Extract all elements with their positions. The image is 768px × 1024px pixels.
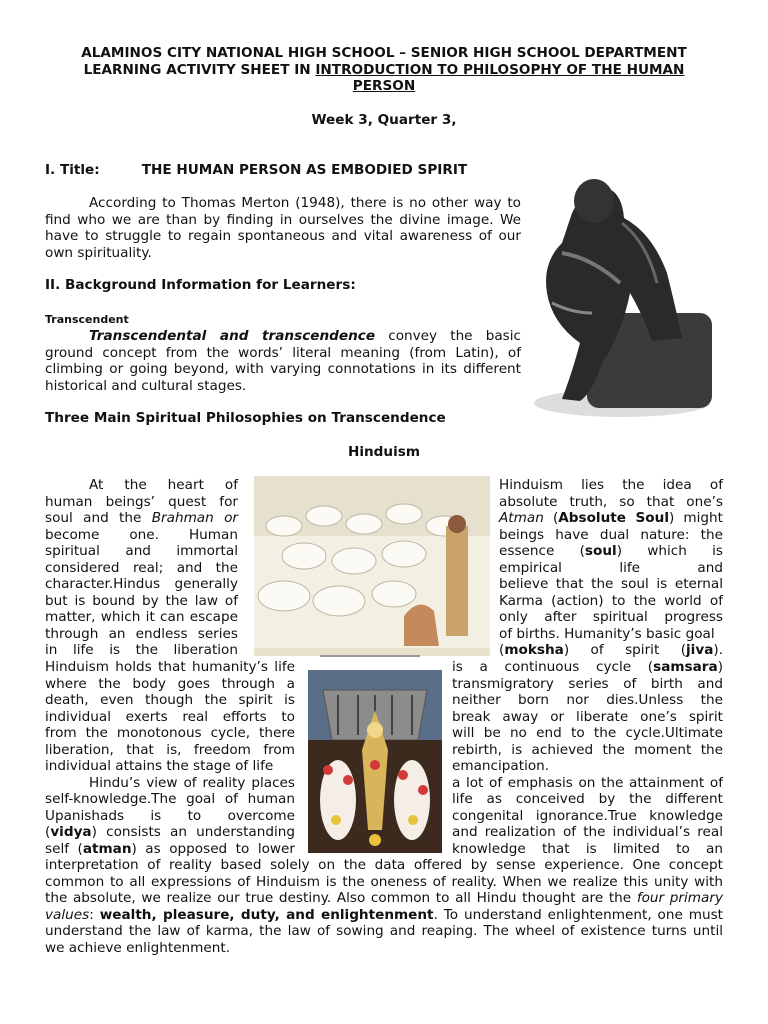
transcendence-term: Transcendental and transcendence: [89, 328, 376, 344]
left-column-upper: At the heart of human beings’ quest for soul and the Brahman or become one. Human spiritual and immortal considered real; and the character.Hindus generally but is bound by the law of matter, which it can escape through an endless series in life is the liberation: [45, 477, 238, 658]
background-heading: II. Background Information for Learners:: [45, 277, 356, 293]
section-title-row: [45, 162, 467, 178]
sage-with-cows-illustration: [254, 476, 490, 656]
school-name: ALAMINOS CITY NATIONAL HIGH SCHOOL – SENIOR HIGH SCHOOL DEPARTMENT: [81, 45, 687, 61]
right-column-upper: Hinduism lies the idea of absolute truth, so that one’s Atman (Absolute Soul) might beings have dual nature: the essence (soul) which is empirical life and believe that the soul is eternal Karma (action) to the world of only after spiritual progress of births. Humanity’s basic goal (moksha) of spirit (jiva).: [499, 477, 724, 658]
philosophies-heading: Three Main Spiritual Philosophies on Transcendence: [45, 410, 446, 426]
hindu-deity-image: [308, 670, 442, 853]
week-quarter: Week 3, Quarter 3,: [311, 112, 457, 128]
school-header: [40, 45, 728, 95]
left-column-lower: Hinduism holds that humanity’s life where the body goes through a death, even though the spirit is individual exerts real efforts to from the monotonous cycle, there liberation, that is, freedom from individual attains the stage of life Hindu’s view of reality places self-knowledge.The goal of human Upanishads is to overcome (vidya) consists an understanding self (atman) as opposed to lower: [45, 659, 295, 857]
activity-sheet-subject-end: PERSON: [352, 78, 416, 94]
activity-sheet-title: LEARNING ACTIVITY SHEET IN INTRODUCTION TO PHILOSOPHY OF THE HUMAN: [83, 61, 685, 78]
thinker-statue-image: [532, 163, 712, 418]
closing-paragraph: interpretation of reality based solely on the data offered by sense experience. One concept common to all expressions of Hinduism is the oneness of reality. When we realize this unity with the absolute, we realize our true destiny. Also common to all Hindu thought are the four primary values: wealth, pleasure, duty, and enlightenment. To understand enlightenment, one must understand the law of karma, the law of sowing and reaping. The wheel of existence turns until we achieve enlightenment.: [45, 857, 723, 956]
section-number: I. Title:: [45, 162, 100, 178]
right-column-lower: is a continuous cycle (samsara) transmigratory series of birth and neither born nor dies.Unless the break away or liberate one’s spirit will be no end to the cycle.Ultimate rebirth, is achieved the moment the emancipation. a lot of emphasis on the attainment of life as conceived by the different congenital ignorance.True knowledge and realization of the individual’s real knowledge that is limited to an: [452, 659, 723, 857]
transcendence-paragraph: Transcendental and transcendence convey the basic ground concept from the words’ literal meaning (from Latin), of climbing or going beyond, with varying connotations in its different historical and cultural stages.: [45, 328, 521, 394]
hinduism-heading: Hinduism: [347, 444, 421, 460]
intro-paragraph: According to Thomas Merton (1948), there is no other way to find who we are than by finding in ourselves the divine image. We have to struggle to regain spontaneous and vital awareness of our own spirituality.: [45, 195, 521, 261]
transcendent-subheading: Transcendent: [45, 313, 129, 326]
image-divider: [320, 655, 420, 657]
section-title: THE HUMAN PERSON AS EMBODIED SPIRIT: [141, 162, 468, 178]
